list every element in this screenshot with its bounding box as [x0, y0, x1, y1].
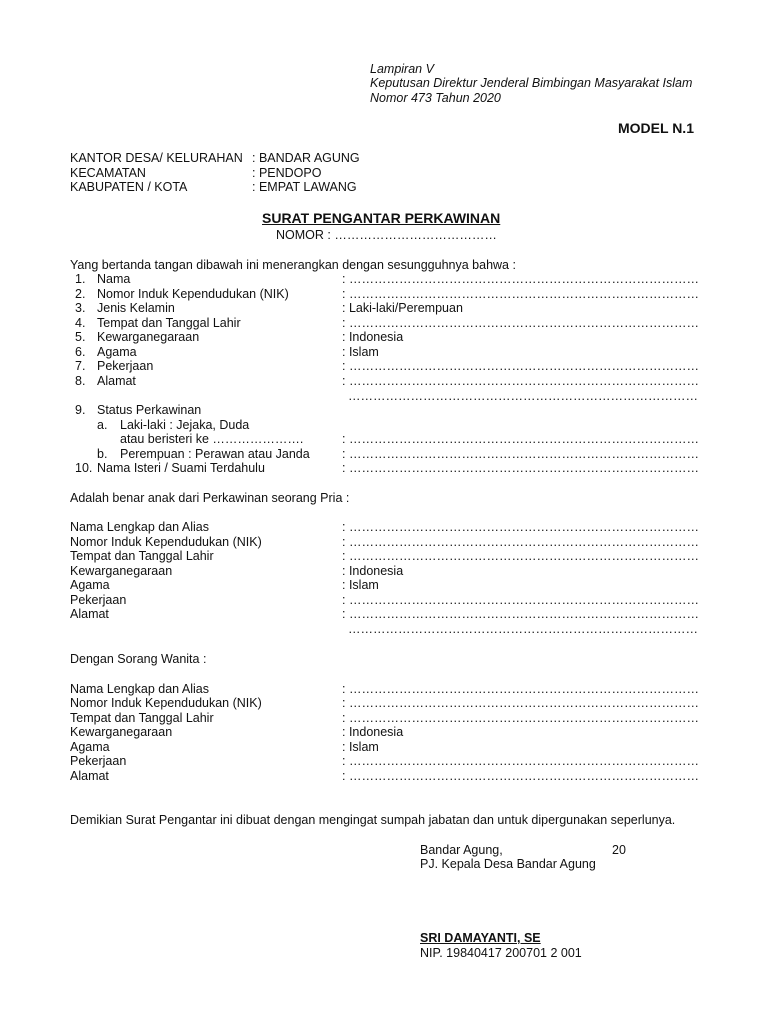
wanita-value-kewarganegaraan: : Indonesia [342, 725, 404, 739]
pria-label-kewarganegaraan: Kewarganegaraan [70, 564, 173, 578]
signature-year: 20 [612, 843, 626, 857]
item-label-nama: Nama [97, 272, 131, 286]
item-label-pekerjaan: Pekerjaan [97, 359, 154, 373]
item-number: 4. [75, 316, 86, 330]
item-number: 6. [75, 345, 86, 359]
dotted-field: : ………………………………………………………………………… [342, 272, 699, 286]
pria-intro: Adalah benar anak dari Perkawinan seorang Pria : [70, 491, 350, 505]
dotted-field: : ………………………………………………………………………… [342, 359, 699, 373]
dotted-field: : ………………………………………………………………………… [342, 549, 699, 563]
item-label-ttl: Tempat dan Tanggal Lahir [97, 316, 241, 330]
intro-text: Yang bertanda tangan dibawah ini menerangkan dengan sesungguhnya bahwa : [70, 258, 516, 272]
item-number: 7. [75, 359, 86, 373]
office-value-kabupaten: : EMPAT LAWANG [252, 180, 357, 194]
dotted-field: : ………………………………………………………………………… [342, 432, 699, 446]
closing-text: Demikian Surat Pengantar ini dibuat dengan mengingat sumpah jabatan dan untuk dipergunakan seperlunya. [70, 813, 676, 827]
wanita-intro: Dengan Sorang Wanita : [70, 652, 207, 666]
item-number: 1. [75, 272, 86, 286]
pria-label-pekerjaan: Pekerjaan [70, 593, 127, 607]
item-number: 3. [75, 301, 86, 315]
item-number: 2. [75, 287, 86, 301]
office-label-kabupaten: KABUPATEN / KOTA [70, 180, 188, 194]
sub-item-letter: b. [97, 447, 108, 461]
office-value-kecamatan: : PENDOPO [252, 166, 322, 180]
wanita-label-agama: Agama [70, 740, 110, 754]
signature-position: PJ. Kepala Desa Bandar Agung [420, 857, 596, 871]
item-label-nik: Nomor Induk Kependudukan (NIK) [97, 287, 289, 301]
dotted-field: : ………………………………………………………………………… [342, 447, 699, 461]
sub-item-label-laki: Laki-laki : Jejaka, Duda [120, 418, 250, 432]
dotted-field: : ………………………………………………………………………… [342, 754, 699, 768]
wanita-label-pekerjaan: Pekerjaan [70, 754, 127, 768]
dotted-field: : ………………………………………………………………………… [342, 769, 699, 783]
item-value-jenis-kelamin: : Laki-laki/Perempuan [342, 301, 463, 315]
lampiran-line-1: Lampiran V [370, 62, 434, 76]
wanita-value-agama: : Islam [342, 740, 379, 754]
sub-item-label-perempuan: Perempuan : Perawan atau Janda [120, 447, 310, 461]
dotted-field: : ………………………………………………………………………… [342, 696, 699, 710]
document-title: SURAT PENGANTAR PERKAWINAN [262, 210, 501, 226]
dotted-field-continuation: ………………………………………………………………………… [348, 389, 698, 403]
item-label-agama: Agama [97, 345, 137, 359]
pria-value-agama: : Islam [342, 578, 379, 592]
model-label: MODEL N.1 [618, 120, 694, 136]
signatory-nip: NIP. 19840417 200701 2 001 [420, 946, 582, 960]
item-value-agama: : Islam [342, 345, 379, 359]
pria-label-nik: Nomor Induk Kependudukan (NIK) [70, 535, 262, 549]
item-number: 5. [75, 330, 86, 344]
dotted-field: : ………………………………………………………………………… [342, 287, 699, 301]
item-label-alamat: Alamat [97, 374, 136, 388]
item-label-pasangan-terdahulu: Nama Isteri / Suami Terdahulu [97, 461, 265, 475]
pria-label-agama: Agama [70, 578, 110, 592]
office-value-kantor: : BANDAR AGUNG [252, 151, 360, 165]
sub-item-label-beristeri: atau beristeri ke …………………. [120, 432, 304, 446]
office-label-kantor: KANTOR DESA/ KELURAHAN [70, 151, 243, 165]
dotted-field: : ………………………………………………………………………… [342, 593, 699, 607]
nomor-line: NOMOR : ………………………………… [276, 228, 497, 242]
signatory-name: SRI DAMAYANTI, SE [420, 931, 541, 945]
dotted-field: : ………………………………………………………………………… [342, 535, 699, 549]
dotted-field: : ………………………………………………………………………… [342, 374, 699, 388]
pria-label-nama: Nama Lengkap dan Alias [70, 520, 209, 534]
dotted-field: : ………………………………………………………………………… [342, 316, 699, 330]
item-value-kewarganegaraan: : Indonesia [342, 330, 404, 344]
wanita-label-alamat: Alamat [70, 769, 109, 783]
wanita-label-nik: Nomor Induk Kependudukan (NIK) [70, 696, 262, 710]
dotted-field: : ………………………………………………………………………… [342, 711, 699, 725]
wanita-label-ttl: Tempat dan Tanggal Lahir [70, 711, 214, 725]
item-label-jenis-kelamin: Jenis Kelamin [97, 301, 175, 315]
item-number: 10. [75, 461, 93, 475]
item-number: 9. [75, 403, 86, 417]
lampiran-line-3: Nomor 473 Tahun 2020 [370, 91, 501, 105]
dotted-field: : ………………………………………………………………………… [342, 607, 699, 621]
item-label-kewarganegaraan: Kewarganegaraan [97, 330, 200, 344]
dotted-field: : ………………………………………………………………………… [342, 461, 699, 475]
wanita-label-nama: Nama Lengkap dan Alias [70, 682, 209, 696]
dotted-field: : ………………………………………………………………………… [342, 682, 699, 696]
lampiran-line-2: Keputusan Direktur Jenderal Bimbingan Masyarakat Islam [370, 76, 693, 90]
pria-label-alamat: Alamat [70, 607, 109, 621]
signature-place: Bandar Agung, [420, 843, 503, 857]
pria-value-kewarganegaraan: : Indonesia [342, 564, 404, 578]
wanita-label-kewarganegaraan: Kewarganegaraan [70, 725, 173, 739]
dotted-field: : ………………………………………………………………………… [342, 520, 699, 534]
item-label-status: Status Perkawinan [97, 403, 202, 417]
pria-label-ttl: Tempat dan Tanggal Lahir [70, 549, 214, 563]
item-number: 8. [75, 374, 86, 388]
sub-item-letter: a. [97, 418, 108, 432]
dotted-field-continuation: ………………………………………………………………………… [348, 622, 698, 636]
office-label-kecamatan: KECAMATAN [70, 166, 146, 180]
